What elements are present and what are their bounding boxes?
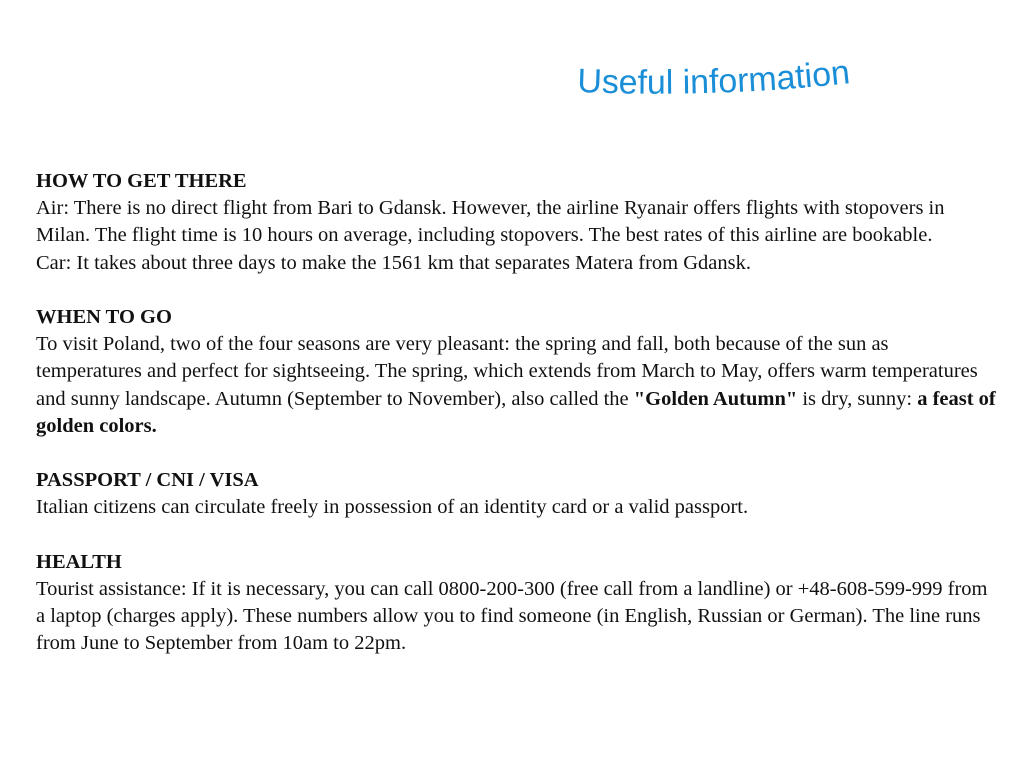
section-heading: HEALTH: [36, 550, 122, 573]
page-title: [575, 48, 955, 118]
section-how-to-get-there: [36, 168, 996, 277]
section-health: [36, 549, 996, 658]
section-paragraph: [36, 331, 996, 440]
section-heading: WHEN TO GO: [36, 306, 172, 328]
section-paragraph: Tourist assistance: If it is necessary, you can call 0800-200-300 (free call from a landline) or +48-608-599-999 from a laptop (charges apply). These numbers allow you to find someone (in English, Russian or German). The line runs from June to September from 10am to 22pm.: [36, 578, 988, 655]
section-paragraph: Air: There is no direct flight from Bari to Gdansk. However, the airline Ryanair offers flights with stopovers in Milan. The flight time is 10 hours on average, including stopovers. The best rates of this airline are bookable.: [36, 197, 945, 247]
bold-text: a feast of golden colors.: [36, 387, 996, 437]
document-body: [36, 168, 996, 658]
section-when-to-go: [36, 304, 996, 440]
page-title-art: [575, 48, 955, 118]
section-heading: PASSPORT / CNI / VISA: [36, 469, 259, 492]
section-paragraph: Car: It takes about three days to make the 1561 km that separates Matera from Gdansk.: [36, 251, 751, 274]
section-passport: [36, 467, 996, 521]
section-heading: HOW TO GET THERE: [36, 170, 247, 192]
paragraph-text: is dry, sunny:: [797, 387, 918, 410]
paragraph-text: To visit Poland, two of the four seasons are very pleasant: the spring and fall, both because of the sun as temperatures and perfect for sightseeing. The spring, which extends from March to May, offers warm temperatures and sunny landscape. Autumn (September to November), also called the: [36, 333, 978, 410]
page-title-text: [577, 53, 852, 101]
page-title-textpath: Useful information: [576, 53, 852, 102]
bold-text: "Golden Autumn": [633, 387, 798, 410]
section-paragraph: Italian citizens can circulate freely in possession of an identity card or a valid passport.: [36, 496, 749, 519]
